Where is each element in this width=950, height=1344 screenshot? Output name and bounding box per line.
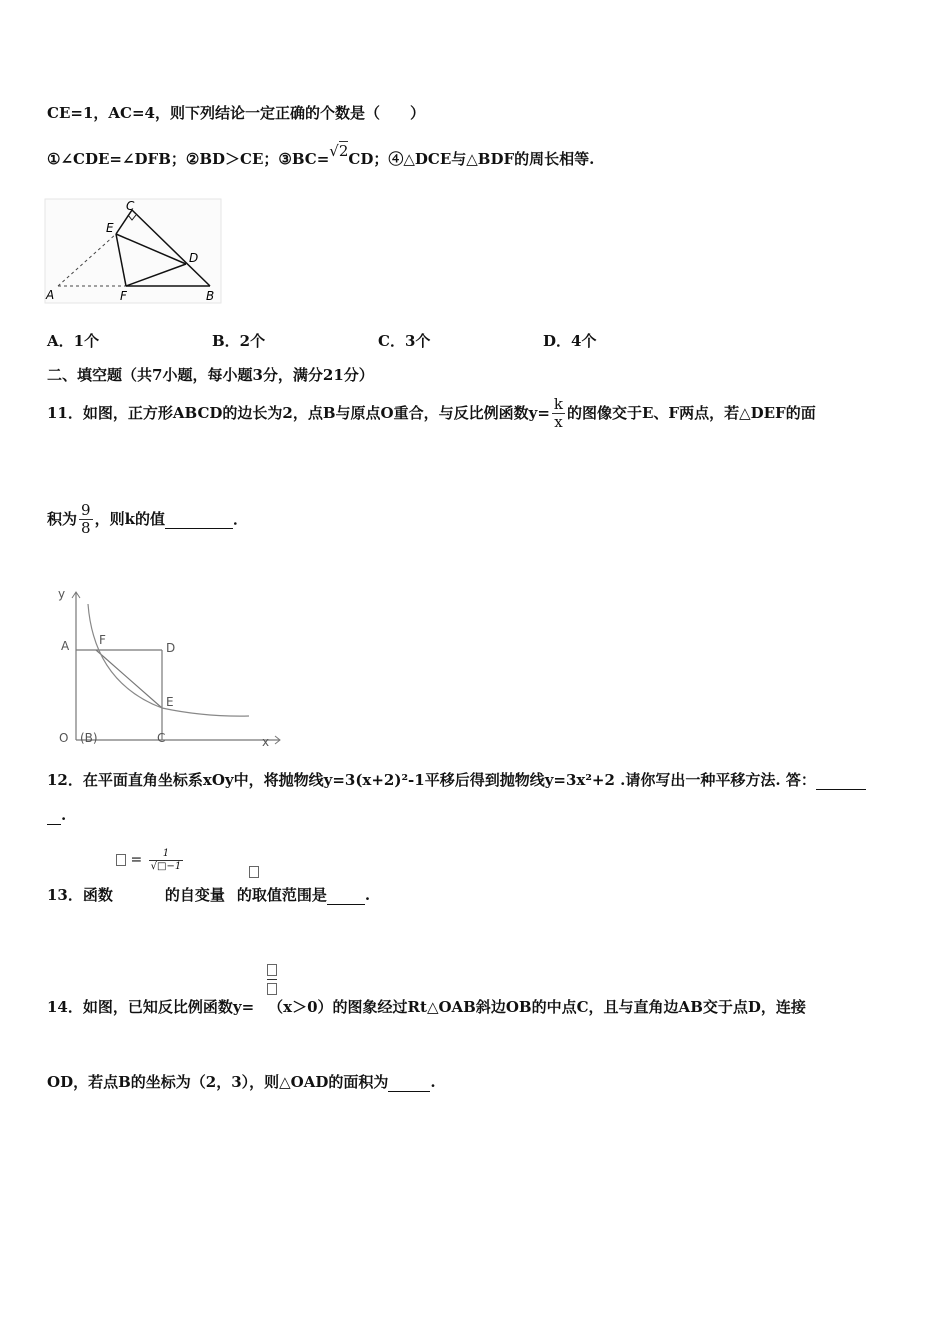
q11-text-d: ，则k的值 (94, 509, 165, 528)
label-B: B (206, 289, 215, 303)
segment-FE (96, 650, 162, 708)
label-O: O (59, 731, 69, 745)
function-variable-box (116, 854, 126, 866)
answer-blank[interactable] (327, 886, 365, 905)
area-numerator: 9 (81, 501, 91, 519)
q13-line (47, 884, 370, 905)
label-A: A (46, 288, 55, 302)
q13-text-b: 的自变量 (164, 886, 225, 904)
frac-numerator: k (553, 395, 563, 413)
q10-option-d: D．4个 (543, 332, 597, 350)
q10-option-b: B．2个 (212, 332, 266, 350)
area-denominator: 8 (81, 519, 91, 538)
section-title: 二、填空题（共7小题，每小题3分，满分21分） (47, 366, 374, 384)
q14-line-1 (47, 996, 806, 1017)
q10-option-c: C．3个 (378, 332, 431, 350)
sqrt-radicand: 2 (338, 142, 349, 160)
q14-line-2 (47, 1071, 436, 1092)
q12-line-2 (47, 806, 66, 825)
q10-figure (44, 198, 224, 306)
q10-option-a: A．1个 (47, 332, 100, 350)
q11-figure (44, 582, 289, 754)
q14-fraction-image (267, 964, 277, 995)
q10-conclusions (47, 142, 595, 169)
q10-stem: CE=1，AC=4，则下列结论一定正确的个数是（ ） (47, 104, 425, 122)
q13-formula (116, 848, 185, 872)
answer-blank[interactable] (816, 771, 866, 790)
label-x: x (262, 735, 270, 749)
label-E: E (166, 695, 174, 709)
numerator-box (267, 964, 277, 976)
label-D: D (189, 251, 199, 265)
variable-box (249, 866, 259, 878)
label-y: y (58, 587, 66, 601)
q13-formula-fraction (149, 848, 184, 872)
label-F: F (99, 633, 106, 647)
sqrt-expression: √2 (329, 142, 349, 160)
label-D: D (166, 641, 176, 655)
q10-conclusions-b: CD；④△DCE与△BDF的周长相等. (348, 150, 595, 168)
answer-blank[interactable] (165, 510, 233, 529)
q14-text-b: （x＞0）的图象经过Rt△OAB斜边OB的中点C，且与直角边AB交于点D，连接 (268, 998, 806, 1016)
q13-text-a: 13．函数 (47, 886, 113, 904)
q13-text-d: . (364, 886, 371, 904)
denominator-box (267, 983, 277, 995)
q14-text-c: OD，若点B的坐标为（2，3），则△OAD的面积为 (47, 1073, 389, 1091)
q13-formula-num: 1 (149, 848, 184, 861)
q11-line-2 (47, 502, 248, 538)
q14-text-d: . (430, 1073, 436, 1091)
q11-text-b: 的图像交于E、F两点，若△DEF的面 (566, 403, 816, 422)
answer-blank[interactable] (388, 1073, 430, 1092)
label-A: A (61, 639, 70, 653)
q10-conclusions-a: ①∠CDE=∠DFB；②BD＞CE；③BC= (47, 150, 330, 168)
label-B: (B) (80, 731, 98, 745)
q11-text-e: ． (232, 509, 248, 528)
k-over-x-fraction (552, 396, 565, 432)
q13-formula-den: √□−1 (150, 860, 182, 872)
label-C: C (126, 199, 135, 213)
q11-text-a: 11．如图，正方形ABCD的边长为2，点B与原点O重合，与反比例函数y= (47, 403, 550, 422)
label-C: C (157, 731, 166, 745)
q13-text-c: 的取值范围是 (236, 886, 327, 904)
q11-line-1 (47, 396, 816, 432)
label-F: F (120, 289, 127, 303)
label-E: E (106, 221, 114, 235)
answer-blank-cont[interactable] (47, 806, 61, 825)
q12-text: 12．在平面直角坐标系xOy中，将抛物线y=3(x+2)²-1平移后得到抛物线y=3x²+2 .请你写出一种平移方法. 答： (47, 771, 816, 789)
q14-text-a: 14．如图，已知反比例函数y= (47, 998, 255, 1016)
q12-line-1 (47, 769, 866, 790)
q12-tail: . (61, 806, 67, 824)
q13-formula-eq: = (130, 852, 147, 868)
area-fraction (79, 502, 93, 538)
frac-denominator: x (554, 413, 563, 432)
q11-text-c: 积为 (47, 509, 78, 528)
